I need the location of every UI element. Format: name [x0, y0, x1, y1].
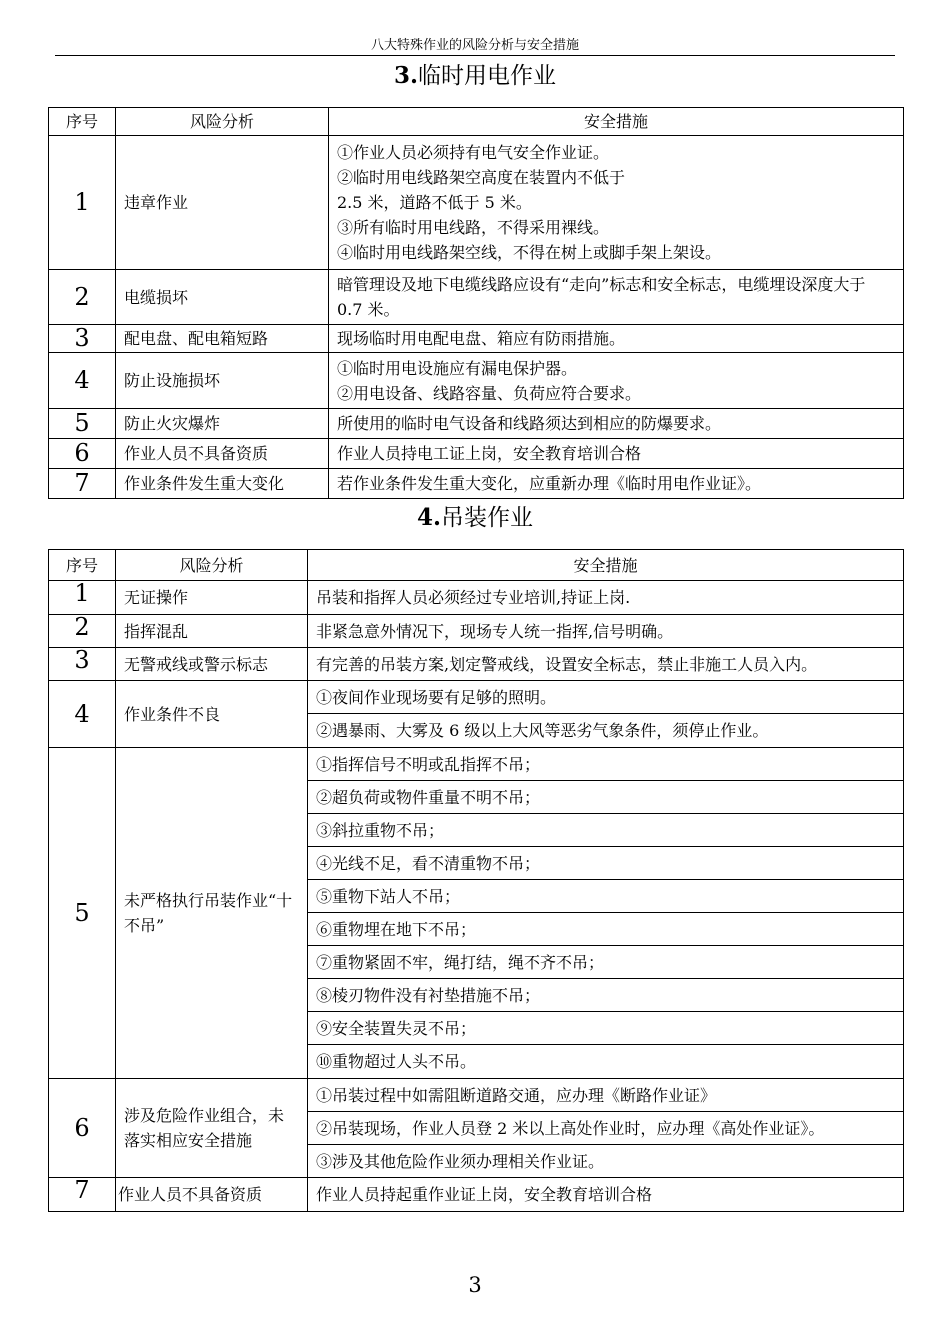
row-risk: 作业人员不具备资质: [116, 439, 329, 469]
row-index: 4: [49, 353, 116, 409]
row-measure: ①指挥信号不明或乱指挥不吊；: [308, 748, 904, 781]
table-row: [49, 270, 904, 325]
row-measure: ⑧棱刃物件没有衬垫措施不吊；: [308, 979, 904, 1012]
page-header: 八大特殊作业的风险分析与安全措施: [370, 38, 579, 53]
row-measure: ③斜拉重物不吊；: [308, 814, 904, 847]
row-index: 1: [49, 136, 116, 270]
header-rule: [55, 55, 895, 56]
table-row: [49, 439, 904, 469]
row-index: 1: [49, 581, 116, 615]
table-row: [49, 748, 904, 781]
row-measure: ⑤重物下站人不吊；: [308, 880, 904, 913]
row-measure: ④光线不足，看不清重物不吊；: [308, 847, 904, 880]
table-row: [49, 648, 904, 681]
table-row: [49, 353, 904, 409]
column-header-index: 序号: [49, 550, 116, 581]
row-measures: [329, 270, 904, 325]
measure-line: ①临时用电设施应有漏电保护器。: [337, 358, 578, 378]
table-row: [49, 581, 904, 615]
row-index: 2: [49, 615, 116, 648]
row-index: 3: [49, 325, 116, 353]
measure-line: 有完善的吊装方案,划定警戒线，设置安全标志，禁止非施工人员入内。: [316, 654, 818, 674]
row-measure: ③涉及其他危险作业须办理相关作业证。: [308, 1145, 904, 1178]
row-index: 3: [49, 648, 116, 681]
row-measure: ①吊装过程中如需阻断道路交通，应办理《断路作业证》: [308, 1079, 904, 1112]
section-3-title: [0, 61, 950, 91]
table-row: [49, 615, 904, 648]
row-measure: ⑩重物超过人头不吊。: [308, 1045, 904, 1079]
measure-line: ②用电设备、线路容量、负荷应符合要求。: [337, 383, 642, 403]
column-header-index: 序号: [49, 108, 116, 136]
row-risk: 作业人员不具备资质: [116, 1178, 308, 1212]
row-measure: ⑥重物埋在地下不吊；: [308, 913, 904, 946]
column-header-measures: 安全措施: [308, 550, 904, 581]
table-row: [49, 469, 904, 499]
measure-line: ③所有临时用电线路，不得采用裸线。: [337, 218, 610, 237]
row-index: 7: [49, 469, 116, 499]
row-risk: 作业条件不良: [116, 681, 308, 748]
table-row: [49, 325, 904, 353]
row-measure: ②吊装现场，作业人员登 2 米以上高处作业时，应办理《高处作业证》。: [308, 1112, 904, 1145]
section-3-table: [48, 107, 904, 499]
measure-line: 若作业条件发生重大变化，应重新办理《临时用电作业证》。: [337, 474, 762, 493]
row-measures: [329, 439, 904, 469]
row-measure: ⑦重物紧固不牢，绳打结，绳不齐不吊；: [308, 946, 904, 979]
row-risk: 配电盘、配电箱短路: [116, 325, 329, 353]
section-4-table: [48, 549, 904, 1212]
row-risk: 防止设施损坏: [116, 353, 329, 409]
row-index: 6: [49, 439, 116, 469]
row-risk: 涉及危险作业组合，未落实相应安全措施: [116, 1079, 308, 1178]
row-measure: ⑨安全装置失灵不吊；: [308, 1012, 904, 1045]
section-4-title-text: 吊装作业: [441, 505, 533, 531]
row-measures: [308, 581, 904, 615]
table-row: [49, 1079, 904, 1112]
row-measures: [329, 136, 904, 270]
row-risk: 无警戒线或警示标志: [116, 648, 308, 681]
row-risk: 电缆损坏: [116, 270, 329, 325]
measure-line: 所使用的临时电气设备和线路须达到相应的防爆要求。: [337, 414, 722, 433]
measure-line: ④临时用电线路架空线，不得在树上或脚手架上架设。: [337, 243, 722, 262]
row-measure: ②超负荷或物件重量不明不吊；: [308, 781, 904, 814]
row-measures: [329, 353, 904, 409]
row-index: 5: [49, 409, 116, 439]
row-measures: [329, 409, 904, 439]
table-row: [49, 1178, 904, 1212]
row-index: 4: [49, 681, 116, 748]
table-row: [49, 681, 904, 714]
row-risk: 违章作业: [116, 136, 329, 270]
column-header-risk: 风险分析: [116, 108, 329, 136]
column-header-risk: 风险分析: [116, 550, 308, 581]
page-number: 3: [468, 1273, 482, 1297]
row-index: 5: [49, 748, 116, 1079]
measure-line: 2.5 米，道路不低于 5 米。: [337, 193, 532, 212]
section-3-number: 3.: [393, 62, 418, 89]
measure-line: 非紧急意外情况下，现场专人统一指挥,信号明确。: [316, 621, 674, 641]
row-risk: 无证操作: [116, 581, 308, 615]
row-measures: [308, 615, 904, 648]
table-row: [49, 409, 904, 439]
row-risk: 指挥混乱: [116, 615, 308, 648]
measure-line: 暗管理设及地下电缆线路应设有“走向”标志和安全标志，电缆埋设深度大于 0.7 米。: [337, 275, 866, 319]
row-index: 6: [49, 1079, 116, 1178]
row-measures: [329, 469, 904, 499]
row-index: 7: [49, 1178, 116, 1212]
row-risk: 作业条件发生重大变化: [116, 469, 329, 499]
measure-line: ①作业人员必须持有电气安全作业证。: [337, 143, 610, 162]
measure-line: 作业人员持起重作业证上岗，安全教育培训合格: [316, 1185, 653, 1204]
table-row: [49, 136, 904, 270]
table-header-row: [49, 550, 904, 581]
measure-line: 作业人员持电工证上岗，安全教育培训合格: [337, 444, 642, 463]
row-measures: [329, 325, 904, 353]
table-header-row: [49, 108, 904, 136]
row-measures: [308, 648, 904, 681]
row-measure: ①夜间作业现场要有足够的照明。: [308, 681, 904, 714]
section-4-number: 4.: [416, 504, 441, 531]
section-3-title-text: 临时用电作业: [418, 63, 556, 89]
measure-line: ②临时用电线路架空高度在装置内不低于: [337, 168, 626, 187]
measure-line: 吊装和指挥人员必须经过专业培训,持证上岗.: [316, 588, 631, 607]
row-measure: ②遇暴雨、大雾及 6 级以上大风等恶劣气象条件，须停止作业。: [308, 714, 904, 748]
row-measures: [308, 1178, 904, 1212]
row-index: 2: [49, 270, 116, 325]
measure-line: 现场临时用电配电盘、箱应有防雨措施。: [337, 329, 626, 348]
column-header-measures: 安全措施: [329, 108, 904, 136]
section-4-title: [0, 503, 950, 533]
row-risk: 未严格执行吊装作业“十不吊”: [116, 748, 308, 1079]
row-risk: 防止火灾爆炸: [116, 409, 329, 439]
